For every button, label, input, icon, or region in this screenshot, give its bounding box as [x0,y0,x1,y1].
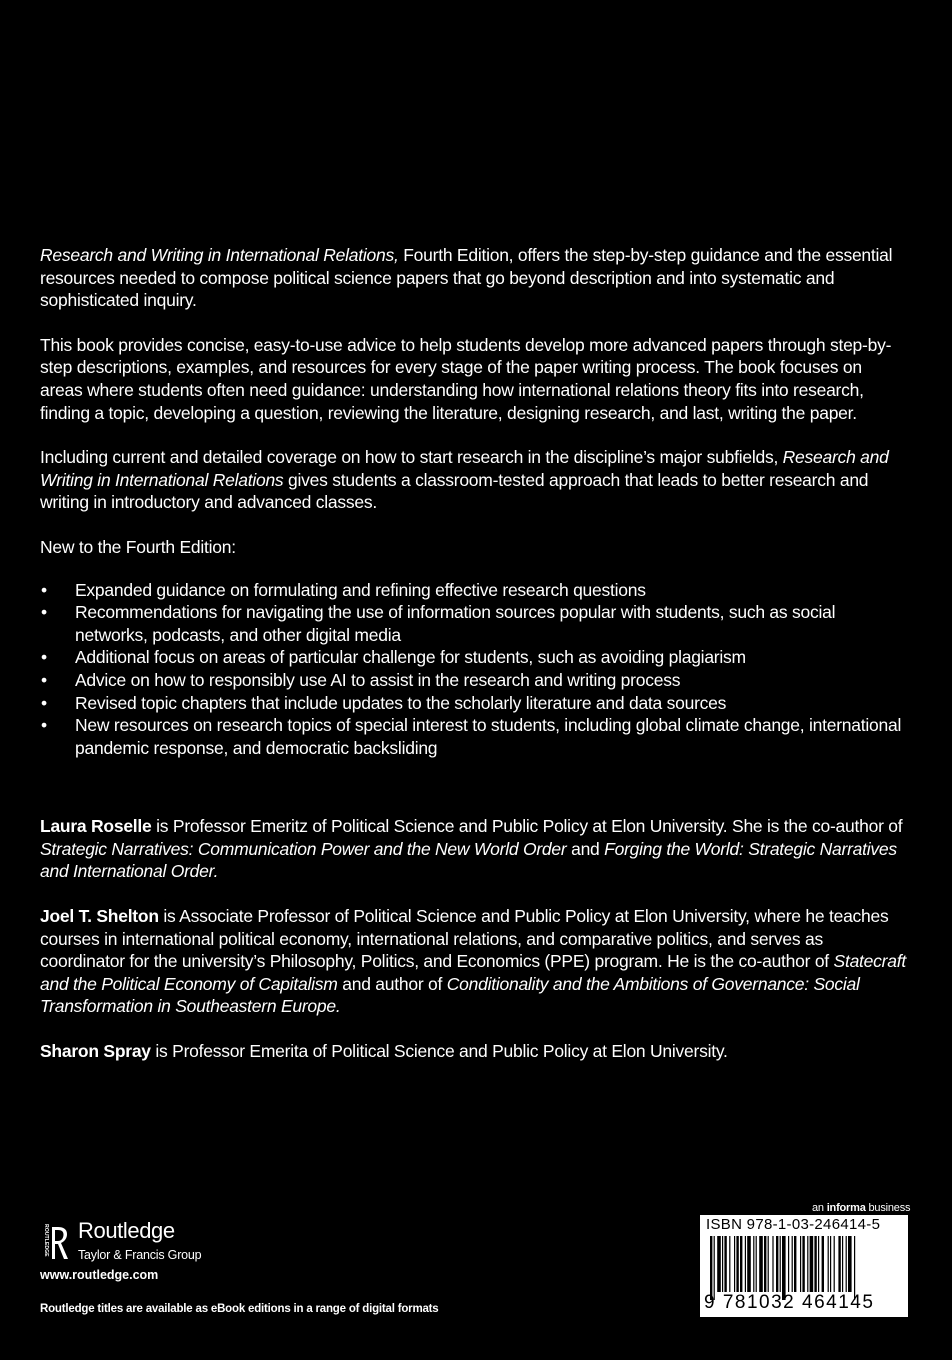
barcode-bar [810,1236,814,1292]
barcode-bar [792,1236,793,1292]
book-title-italic: Research and Writing in International Relations, [40,245,399,265]
barcode-digits: 9 781032 464145 [704,1292,875,1313]
publisher-name: Routledge [78,1218,175,1243]
book-title-italic: Conditionality and the Ambitions of Governance: Social Transformation in Southeastern Europe. [40,973,860,1017]
barcode-bar [794,1236,796,1292]
barcode-bar [710,1236,712,1300]
barcode-bar [848,1236,852,1292]
intro-paragraph [40,244,906,312]
coverage-paragraph [40,446,906,514]
author-bio-text: is Associate Professor of Political Science and Public Policy at Elon University, where he teaches courses in international political economy, international relations, and comparative politics, and serves as coordinator for the university’s Philosophy, Politics, and Economics (PPE) program. He is the co-author of [40,906,889,972]
list-item: • Revised topic chapters that include updates to the scholarly literature and data sources [40,692,906,715]
book-title-italic: Strategic Narratives: Communication Power and the New World Order [40,838,567,859]
back-cover-text [40,244,906,1085]
author-bio-text: is Professor Emerita of Political Science and Public Policy at Elon University. [150,1041,728,1062]
barcode-bar [753,1236,754,1292]
barcode-bar [780,1236,781,1292]
coverage-text-start: Including current and detailed coverage on how to start research in the discipline’s major subfields, [40,447,783,468]
intro-text: Fourth Edition, offers the step-by-step guidance and the essential resources needed to compose political science papers that go beyond description and into systematic and sophisticated inquiry. [40,245,893,311]
informa-brand: informa [826,1202,866,1214]
barcode-bar [756,1236,757,1292]
list-item: • Expanded guidance on formulating and refining effective research questions [40,579,906,602]
barcode-bar [834,1236,835,1292]
connector-text: and [566,838,605,859]
barcode-bar [776,1236,778,1292]
author-bio-text: is Professor Emeritz of Political Science and Public Policy at Elon University. She is the co-author of [151,816,903,837]
barcode-bar [807,1236,808,1292]
barcode-bar [846,1236,847,1292]
routledge-logo-icon [40,1222,70,1262]
connector-text: and author of [337,973,447,994]
barcode-bar [838,1236,840,1292]
barcode-bar [717,1236,721,1292]
barcode-bar [764,1236,766,1292]
barcode-bar [759,1236,763,1292]
barcode-bar [734,1236,735,1292]
logo-vertical-text: ROUTLEDGE [43,1224,49,1257]
list-item: • Advice on how to responsibly use AI to assist in the research and writing process [40,669,906,692]
author-bio-roselle [40,815,906,883]
book-title-italic: Forging the World: Strategic Narratives and International Order. [40,838,897,882]
author-bio-spray [40,1040,906,1063]
informa-post: business [865,1202,911,1214]
ebook-note: Routledge titles are available as eBook editions in a range of digital formats [40,1303,439,1315]
coverage-title-italic: Research and Writing in International Relations [40,447,889,490]
author-name: Joel T. Shelton [40,906,159,927]
new-edition-heading: New to the Fourth Edition: [40,536,236,557]
new-features-list [40,579,906,760]
barcode-bar [736,1236,738,1292]
barcode-bar [822,1236,824,1292]
author-bio-shelton [40,905,906,1018]
barcode-bar [788,1236,789,1292]
publisher-url: www.routledge.com [40,1268,159,1282]
barcode-bar [745,1236,746,1292]
informa-pre: an [812,1202,827,1214]
barcode-bar [830,1236,831,1292]
informa-tagline [812,1202,910,1214]
barcode-bar [842,1236,843,1292]
barcode-bars [708,1236,902,1300]
barcode-bar [800,1236,801,1292]
barcode-bar [740,1236,742,1292]
barcode-bar [768,1236,769,1292]
barcode-bar [714,1236,715,1300]
author-name: Laura Roselle [40,816,152,837]
barcode-bar [828,1236,829,1292]
isbn-barcode [700,1215,908,1317]
isbn-number: ISBN 978-1-03-246414-5 [706,1216,881,1233]
barcode-bar [854,1236,855,1300]
barcode-bar [722,1236,723,1292]
author-name: Sharon Spray [40,1041,151,1062]
overview-paragraph: This book provides concise, easy-to-use advice to help students develop more advanced papers through step-by-step descriptions, examples, and resources for every stage of the paper writing process. The book focuses on areas where students often need guidance: understanding how international relations theory fits into research, finding a topic, developing a question, reviewing the literature, designing research, and last, writing the paper. [40,334,892,423]
barcode-bar [818,1236,819,1292]
barcode-bar [724,1236,726,1292]
barcode-bar [747,1236,751,1292]
barcode-bar [772,1236,773,1292]
barcode-bar [814,1236,816,1292]
barcode-bar [782,1236,786,1300]
barcode-bar [729,1236,730,1292]
coverage-text-end: gives students a classroom-tested approach that leads to better research and writing in introductory and advanced classes. [40,469,869,513]
book-title-italic: Statecraft and the Political Economy of Capitalism [40,951,906,994]
barcode-bar [802,1236,804,1292]
list-item: • Recommendations for navigating the use of information sources popular with students, such as social networks, podcasts, and other digital media [40,601,906,646]
publisher-group: Taylor & Francis Group [78,1248,202,1262]
list-item: • Additional focus on areas of particular challenge for students, such as avoiding plagiarism [40,646,906,669]
list-item: • New resources on research topics of special interest to students, including global climate change, international pandemic response, and democratic backsliding [40,714,906,759]
